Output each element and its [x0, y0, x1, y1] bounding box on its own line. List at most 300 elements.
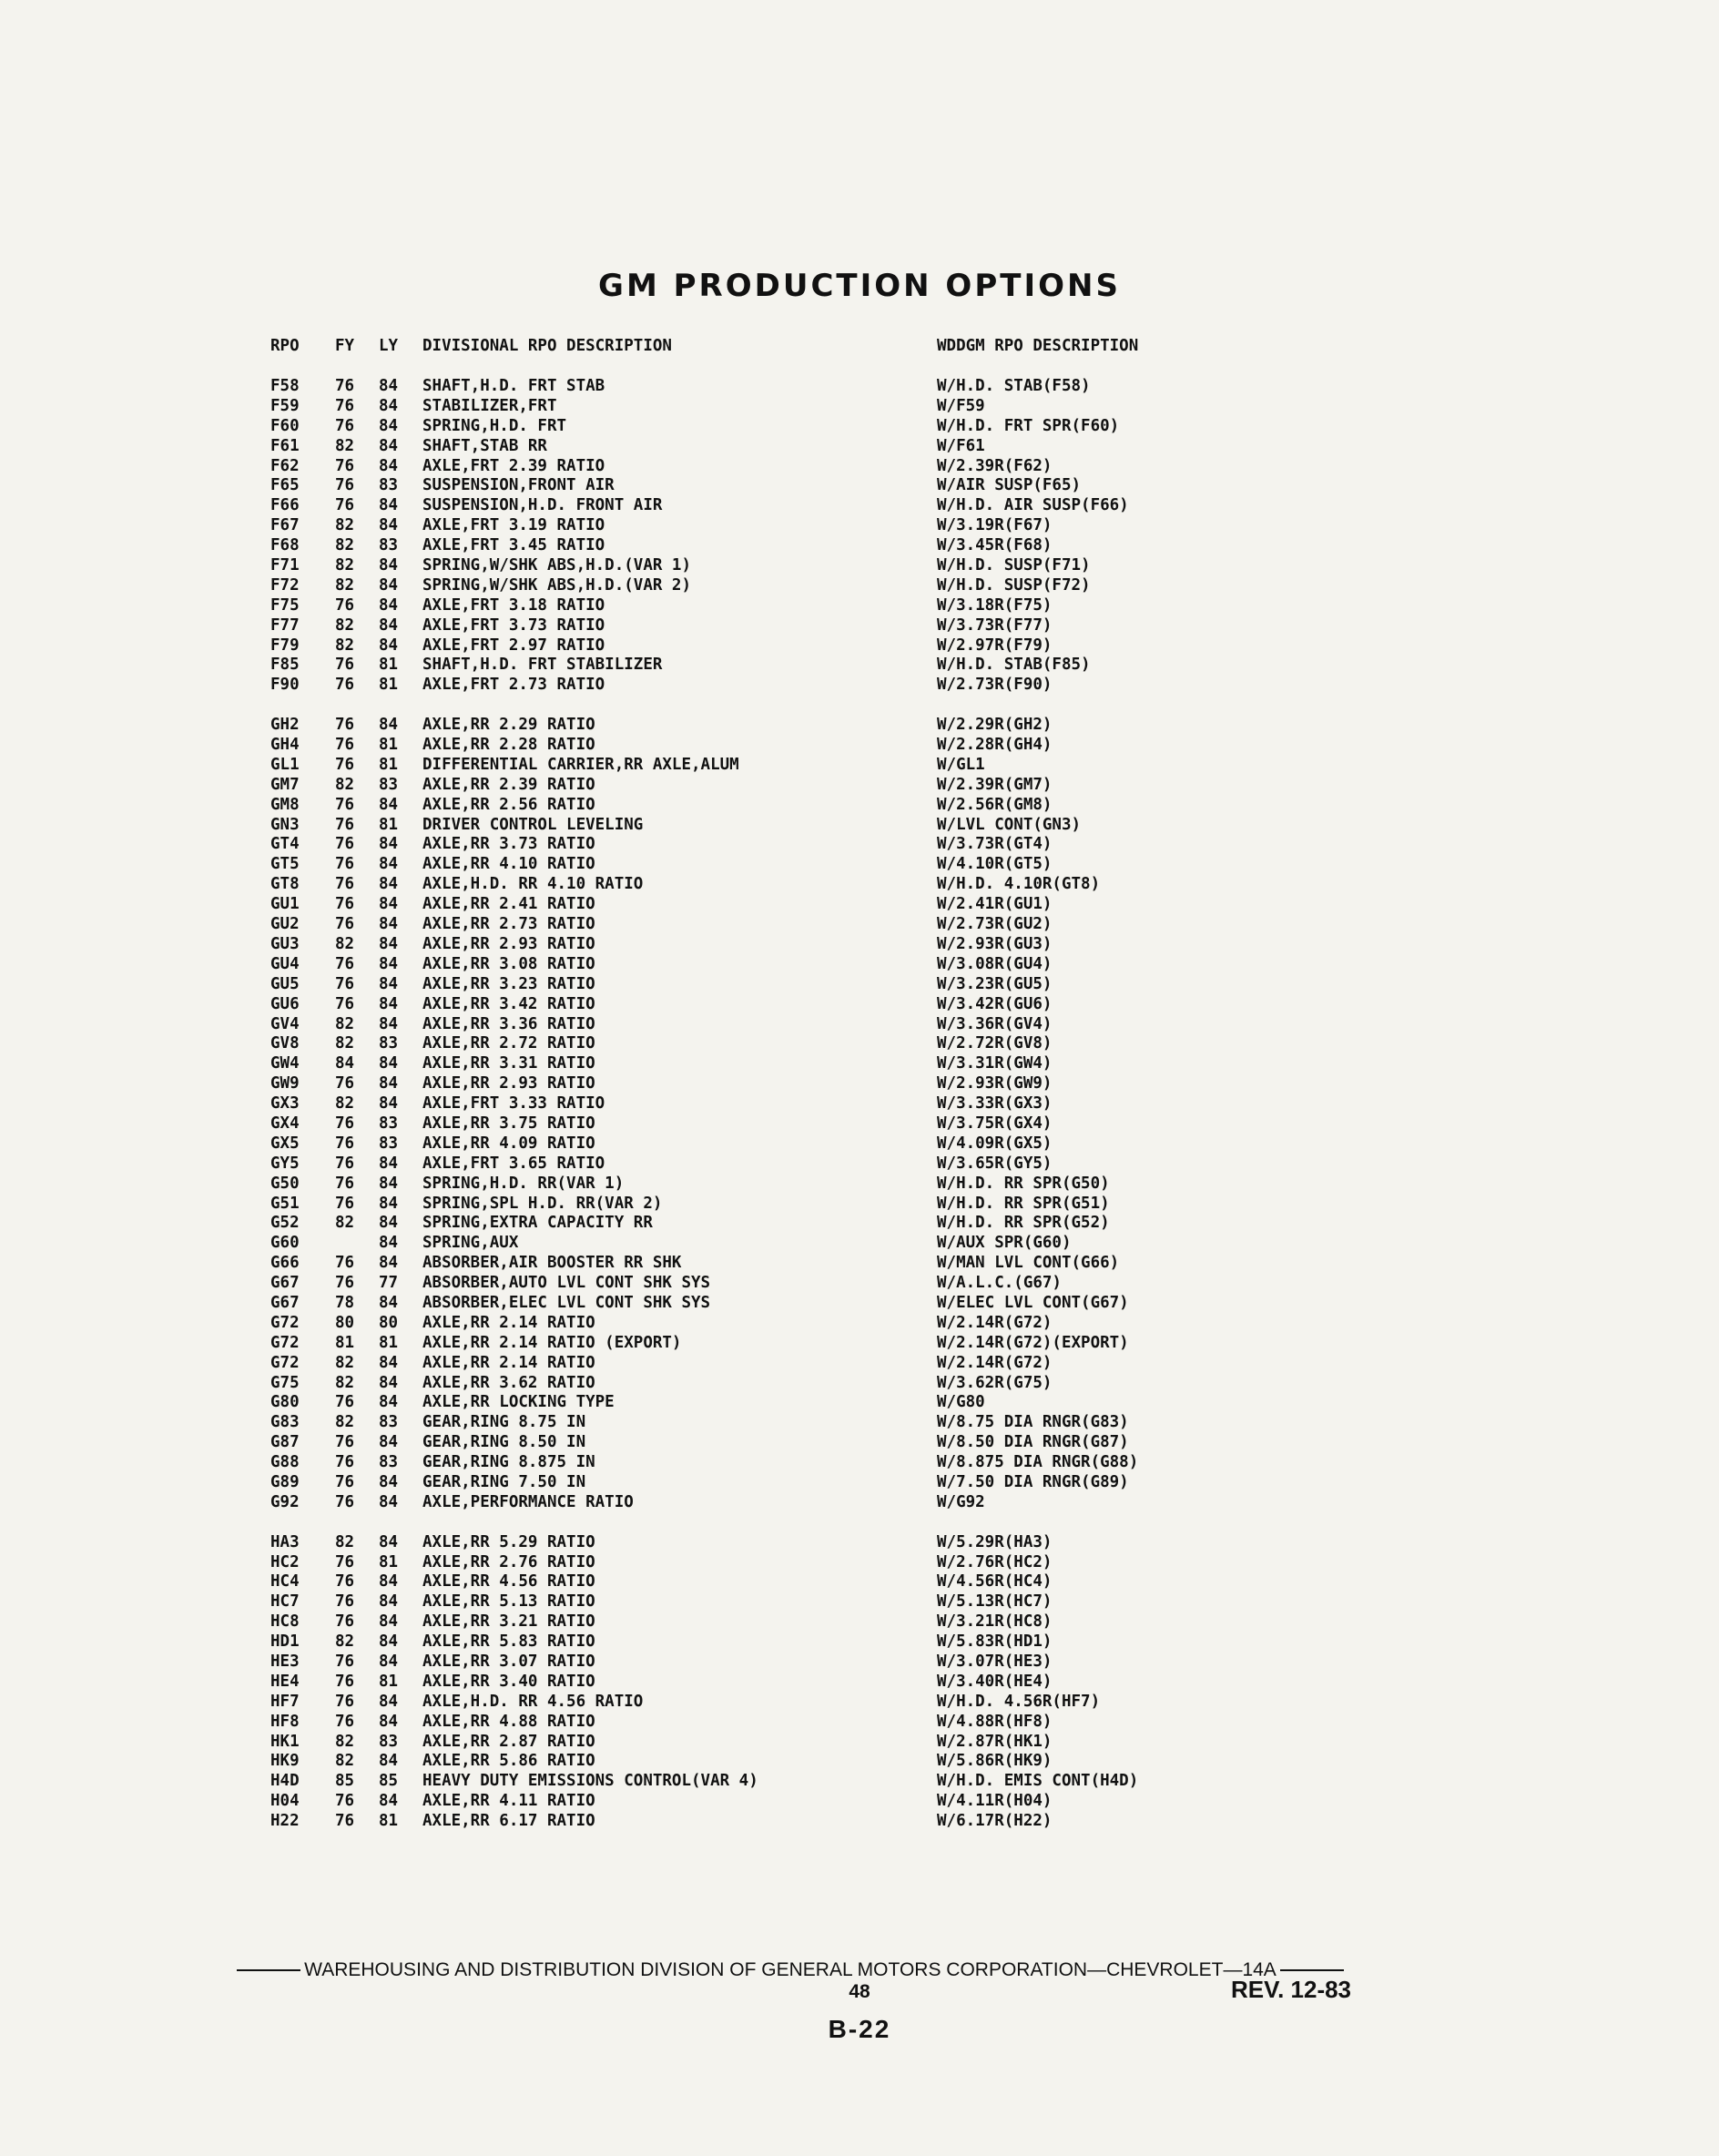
fy-cell: 82 [335, 775, 355, 794]
fy-cell: 76 [335, 954, 355, 973]
ly-cell: 84 [379, 615, 399, 635]
ly-cell: 84 [379, 396, 399, 415]
fy-cell: 76 [335, 974, 355, 993]
fy-cell: 76 [335, 895, 355, 914]
ly-cell: 84 [379, 1074, 399, 1093]
table-row [0, 1134, 1719, 1154]
rpo-cell: F85 [270, 656, 300, 675]
table-row [0, 1294, 1719, 1314]
fy-cell: 82 [335, 1413, 355, 1432]
fy-cell: 82 [335, 636, 355, 655]
wddgm-description-cell: W/4.09R(GX5) [937, 1134, 1053, 1153]
wddgm-description-cell: W/H.D. EMIS CONT(H4D) [937, 1772, 1139, 1791]
ly-cell: 84 [379, 1792, 399, 1811]
rpo-cell: F62 [270, 456, 300, 475]
rpo-cell: HA3 [270, 1532, 300, 1551]
wddgm-description-cell: W/8.875 DIA RNGR(G88) [937, 1453, 1139, 1472]
fy-cell: 76 [335, 656, 355, 675]
fy-cell: 76 [335, 1552, 355, 1571]
divisional-description-cell: AXLE,RR 2.73 RATIO [422, 915, 595, 934]
divisional-description-cell: SPRING,SPL H.D. RR(VAR 2) [422, 1194, 663, 1213]
sheet-number: B-22 [828, 2015, 891, 2043]
wddgm-description-cell: W/3.42R(GU6) [937, 994, 1053, 1013]
table-row [0, 1354, 1719, 1374]
divisional-description-cell: AXLE,RR 3.08 RATIO [422, 954, 595, 973]
table-row [0, 1274, 1719, 1294]
ly-cell: 84 [379, 994, 399, 1013]
divisional-description-cell: AXLE,RR 2.28 RATIO [422, 736, 595, 755]
ly-cell: 84 [379, 855, 399, 874]
divisional-description-cell: HEAVY DUTY EMISSIONS CONTROL(VAR 4) [422, 1772, 758, 1791]
option-group [0, 716, 1719, 1513]
wddgm-description-cell: W/2.14R(G72) [937, 1353, 1053, 1372]
wddgm-description-cell: W/2.39R(F62) [937, 456, 1053, 475]
divisional-description-cell: SHAFT,H.D. FRT STABILIZER [422, 656, 663, 675]
wddgm-description-cell: W/H.D. 4.56R(HF7) [937, 1692, 1101, 1711]
fy-cell: 76 [335, 736, 355, 755]
divisional-description-cell: ABSORBER,AIR BOOSTER RR SHK [422, 1254, 682, 1273]
fy-cell: 82 [335, 556, 355, 575]
fy-cell: 76 [335, 476, 355, 495]
table-row [0, 1074, 1719, 1094]
wddgm-description-cell: W/3.62R(G75) [937, 1373, 1053, 1392]
wddgm-description-cell: W/2.41R(GU1) [937, 895, 1053, 914]
rpo-cell: GU3 [270, 934, 300, 953]
fy-cell: 76 [335, 1792, 355, 1811]
rpo-cell: GV8 [270, 1034, 300, 1053]
wddgm-description-cell: W/3.40R(HE4) [937, 1672, 1053, 1691]
ly-cell: 84 [379, 875, 399, 894]
table-row [0, 1632, 1719, 1653]
fy-cell: 76 [335, 1453, 355, 1472]
fy-cell: 76 [335, 1074, 355, 1093]
divisional-description-cell: AXLE,RR 2.56 RATIO [422, 795, 595, 814]
fy-cell: 76 [335, 915, 355, 934]
divisional-description-cell: SHAFT,STAB RR [422, 436, 547, 455]
rpo-cell: GH4 [270, 736, 300, 755]
divisional-description-cell: AXLE,RR LOCKING TYPE [422, 1393, 615, 1412]
fy-cell: 76 [335, 1572, 355, 1592]
rpo-cell: GU1 [270, 895, 300, 914]
fy-cell: 76 [335, 1492, 355, 1511]
fy-cell: 76 [335, 875, 355, 894]
divisional-description-cell: AXLE,RR 3.31 RATIO [422, 1054, 595, 1073]
ly-cell: 84 [379, 1472, 399, 1491]
divisional-description-cell: GEAR,RING 8.875 IN [422, 1453, 595, 1472]
wddgm-description-cell: W/AUX SPR(G60) [937, 1234, 1072, 1253]
fy-cell: 82 [335, 516, 355, 535]
rpo-cell: G66 [270, 1254, 300, 1273]
rpo-cell: G72 [270, 1333, 300, 1352]
wddgm-description-cell: W/H.D. SUSP(F72) [937, 575, 1091, 595]
divisional-description-cell: SPRING,H.D. FRT [422, 416, 567, 435]
fy-cell: 81 [335, 1333, 355, 1352]
ly-cell: 84 [379, 1154, 399, 1173]
ly-cell: 83 [379, 476, 399, 495]
ly-cell: 83 [379, 1114, 399, 1133]
wddgm-description-cell: W/3.07R(HE3) [937, 1653, 1053, 1671]
ly-cell: 81 [379, 1333, 399, 1352]
divisional-description-cell: AXLE,RR 2.87 RATIO [422, 1732, 595, 1751]
wddgm-description-cell: W/2.87R(HK1) [937, 1732, 1053, 1751]
ly-cell: 84 [379, 1393, 399, 1412]
wddgm-description-cell: W/A.L.C.(G67) [937, 1274, 1062, 1293]
fy-cell: 76 [335, 815, 355, 834]
table-row [0, 576, 1719, 596]
ly-cell: 84 [379, 575, 399, 595]
ly-cell: 84 [379, 1254, 399, 1273]
rpo-cell: HK1 [270, 1732, 300, 1751]
fy-cell: 76 [335, 676, 355, 695]
table-row [0, 516, 1719, 536]
ly-cell: 84 [379, 1194, 399, 1213]
rpo-cell: GY5 [270, 1154, 300, 1173]
table-row [0, 1214, 1719, 1234]
wddgm-description-cell: W/3.21R(HC8) [937, 1612, 1053, 1632]
divisional-description-cell: AXLE,RR 2.14 RATIO (EXPORT) [422, 1333, 682, 1352]
divisional-description-cell: AXLE,RR 5.86 RATIO [422, 1752, 595, 1771]
table-row [0, 1733, 1719, 1753]
divisional-description-cell: AXLE,RR 2.29 RATIO [422, 716, 595, 735]
rpo-cell: GM8 [270, 795, 300, 814]
table-row [0, 776, 1719, 796]
ly-cell: 81 [379, 1672, 399, 1691]
divisional-description-cell: AXLE,PERFORMANCE RATIO [422, 1492, 634, 1511]
table-row [0, 1154, 1719, 1175]
divisional-description-cell: AXLE,FRT 2.39 RATIO [422, 456, 605, 475]
fy-cell: 82 [335, 934, 355, 953]
table-row [0, 1693, 1719, 1713]
divisional-description-cell: AXLE,RR 4.10 RATIO [422, 855, 595, 874]
fy-cell: 76 [335, 1433, 355, 1452]
fy-cell: 76 [335, 855, 355, 874]
fy-cell: 76 [335, 396, 355, 415]
ly-cell: 84 [379, 954, 399, 973]
divisional-description-cell: SPRING,W/SHK ABS,H.D.(VAR 1) [422, 556, 692, 575]
ly-cell: 84 [379, 1592, 399, 1612]
rpo-cell: H4D [270, 1772, 300, 1791]
divisional-description-cell: AXLE,RR 3.07 RATIO [422, 1653, 595, 1671]
revision-label: REV. 12-83 [1231, 1976, 1352, 2003]
rpo-cell: GX5 [270, 1134, 300, 1153]
table-row [0, 417, 1719, 437]
rpo-cell: F60 [270, 416, 300, 435]
table-row [0, 1015, 1719, 1035]
ly-cell: 83 [379, 1034, 399, 1053]
ly-cell: 84 [379, 377, 399, 395]
table-row [0, 476, 1719, 496]
rpo-cell: GW4 [270, 1054, 300, 1073]
rpo-cell: G67 [270, 1274, 300, 1293]
ly-cell: 84 [379, 716, 399, 735]
ly-cell: 84 [379, 1094, 399, 1114]
rpo-cell: G89 [270, 1472, 300, 1491]
fy-cell: 82 [335, 436, 355, 455]
rpo-cell: F75 [270, 595, 300, 615]
table-row [0, 1054, 1719, 1074]
ly-cell: 83 [379, 1413, 399, 1432]
rpo-cell: GW9 [270, 1074, 300, 1093]
table-row [0, 1592, 1719, 1612]
ly-cell: 84 [379, 934, 399, 953]
ly-cell: 84 [379, 636, 399, 655]
fy-cell: 76 [335, 1134, 355, 1153]
wddgm-description-cell: W/H.D. AIR SUSP(F66) [937, 496, 1129, 515]
wddgm-description-cell: W/3.31R(GW4) [937, 1054, 1053, 1073]
divisional-description-cell: AXLE,RR 3.73 RATIO [422, 835, 595, 854]
ly-cell: 84 [379, 595, 399, 615]
divisional-description-cell: AXLE,RR 5.13 RATIO [422, 1592, 595, 1612]
divisional-description-cell: AXLE,RR 4.88 RATIO [422, 1712, 595, 1731]
wddgm-description-cell: W/H.D. FRT SPR(F60) [937, 416, 1120, 435]
divisional-description-cell: AXLE,H.D. RR 4.10 RATIO [422, 875, 644, 894]
fy-cell: 82 [335, 1094, 355, 1114]
divisional-description-cell: AXLE,RR 3.62 RATIO [422, 1373, 595, 1392]
divisional-description-cell: AXLE,RR 3.36 RATIO [422, 1014, 595, 1033]
wddgm-description-cell: W/H.D. STAB(F58) [937, 377, 1091, 395]
table-row [0, 736, 1719, 756]
wddgm-description-cell: W/2.73R(F90) [937, 676, 1053, 695]
wddgm-description-cell: W/H.D. RR SPR(G51) [937, 1194, 1110, 1213]
divisional-description-cell: AXLE,RR 6.17 RATIO [422, 1812, 595, 1831]
ly-cell: 84 [379, 1373, 399, 1392]
divisional-description-cell: AXLE,FRT 3.65 RATIO [422, 1154, 605, 1173]
wddgm-description-cell: W/G92 [937, 1492, 985, 1511]
wddgm-description-cell: W/4.11R(H04) [937, 1792, 1053, 1811]
table-row [0, 1533, 1719, 1553]
fy-cell: 82 [335, 1034, 355, 1053]
divisional-description-cell: AXLE,RR 2.41 RATIO [422, 895, 595, 914]
rpo-cell: HC2 [270, 1552, 300, 1571]
wddgm-description-cell: W/2.93R(GU3) [937, 934, 1053, 953]
rpo-cell: HF7 [270, 1692, 300, 1711]
option-group [0, 377, 1719, 696]
rpo-cell: HE4 [270, 1672, 300, 1691]
rpo-cell: HC7 [270, 1592, 300, 1612]
ly-cell: 84 [379, 1632, 399, 1652]
fy-cell: 82 [335, 1732, 355, 1751]
rpo-cell: G80 [270, 1393, 300, 1412]
fy-cell: 76 [335, 716, 355, 735]
table-row [0, 915, 1719, 935]
divisional-description-cell: AXLE,RR 2.72 RATIO [422, 1034, 595, 1053]
divisional-description-cell: AXLE,RR 2.93 RATIO [422, 1074, 595, 1093]
footer-rule-right [1280, 1969, 1344, 1971]
wddgm-description-cell: W/ELEC LVL CONT(G67) [937, 1293, 1129, 1312]
wddgm-description-cell: W/2.56R(GM8) [937, 795, 1053, 814]
table-row [0, 1114, 1719, 1134]
wddgm-description-cell: W/3.23R(GU5) [937, 974, 1053, 993]
divisional-description-cell: AXLE,RR 3.75 RATIO [422, 1114, 595, 1133]
ly-cell: 84 [379, 795, 399, 814]
fy-cell: 82 [335, 1373, 355, 1392]
divisional-description-cell: AXLE,FRT 3.18 RATIO [422, 595, 605, 615]
ly-cell: 83 [379, 1732, 399, 1751]
wddgm-description-cell: W/4.10R(GT5) [937, 855, 1053, 874]
fy-cell: 76 [335, 1592, 355, 1612]
wddgm-description-cell: W/AIR SUSP(F65) [937, 476, 1082, 495]
fy-cell: 76 [335, 1672, 355, 1691]
table-row [0, 496, 1719, 516]
fy-cell: 80 [335, 1313, 355, 1332]
wddgm-description-cell: W/5.86R(HK9) [937, 1752, 1053, 1771]
footer-division-line [208, 1959, 1373, 1981]
footer-division-text: WAREHOUSING AND DISTRIBUTION DIVISION OF GENERAL MOTORS CORPORATION—CHEVROLET—14A [304, 1959, 1277, 1980]
ly-cell: 80 [379, 1313, 399, 1332]
fy-cell: 82 [335, 1014, 355, 1033]
rpo-cell: H22 [270, 1812, 300, 1831]
table-row [0, 1473, 1719, 1493]
fy-cell: 76 [335, 496, 355, 515]
fy-cell: 82 [335, 1353, 355, 1372]
table-row [0, 816, 1719, 836]
ly-cell: 84 [379, 1532, 399, 1551]
wddgm-description-cell: W/2.29R(GH2) [937, 716, 1053, 735]
rpo-cell: F72 [270, 575, 300, 595]
fy-cell: 78 [335, 1293, 355, 1312]
rpo-cell: G87 [270, 1433, 300, 1452]
ly-cell: 81 [379, 1812, 399, 1831]
wddgm-description-cell: W/4.56R(HC4) [937, 1572, 1053, 1592]
footer-rule-left [237, 1969, 300, 1971]
fy-cell: 76 [335, 1154, 355, 1173]
table-row [0, 935, 1719, 955]
fy-cell: 76 [335, 1274, 355, 1293]
divisional-description-cell: GEAR,RING 8.75 IN [422, 1413, 586, 1432]
ly-cell: 84 [379, 1174, 399, 1193]
divisional-description-cell: AXLE,FRT 3.33 RATIO [422, 1094, 605, 1114]
rpo-cell: F67 [270, 516, 300, 535]
divisional-description-cell: AXLE,FRT 3.45 RATIO [422, 536, 605, 555]
divisional-description-cell: SPRING,H.D. RR(VAR 1) [422, 1174, 625, 1193]
wddgm-description-cell: W/2.72R(GV8) [937, 1034, 1053, 1053]
divisional-description-cell: AXLE,RR 5.83 RATIO [422, 1632, 595, 1652]
divisional-description-cell: AXLE,RR 3.23 RATIO [422, 974, 595, 993]
ly-cell: 84 [379, 1653, 399, 1671]
ly-cell: 85 [379, 1772, 399, 1791]
ly-cell: 84 [379, 1214, 399, 1233]
wddgm-description-cell: W/3.73R(F77) [937, 615, 1053, 635]
divisional-description-cell: AXLE,FRT 3.73 RATIO [422, 615, 605, 635]
divisional-description-cell: DIFFERENTIAL CARRIER,RR AXLE,ALUM [422, 755, 739, 774]
rpo-cell: GU2 [270, 915, 300, 934]
table-row [0, 1374, 1719, 1394]
divisional-description-cell: AXLE,RR 3.42 RATIO [422, 994, 595, 1013]
wddgm-description-cell: W/7.50 DIA RNGR(G89) [937, 1472, 1129, 1491]
wddgm-description-cell: W/2.14R(G72)(EXPORT) [937, 1333, 1129, 1352]
rpo-cell: GX3 [270, 1094, 300, 1114]
fy-cell: 82 [335, 1532, 355, 1551]
rpo-cell: F90 [270, 676, 300, 695]
option-group [0, 1533, 1719, 1832]
ly-cell: 84 [379, 1572, 399, 1592]
fy-cell: 84 [335, 1054, 355, 1073]
divisional-description-cell: GEAR,RING 8.50 IN [422, 1433, 586, 1452]
wddgm-description-cell: W/2.76R(HC2) [937, 1552, 1053, 1571]
rpo-cell: GN3 [270, 815, 300, 834]
ly-cell: 81 [379, 656, 399, 675]
table-row [0, 835, 1719, 855]
ly-cell: 84 [379, 516, 399, 535]
rpo-cell: G50 [270, 1174, 300, 1193]
table-row [0, 1175, 1719, 1195]
table-row [0, 756, 1719, 776]
wddgm-description-cell: W/GL1 [937, 755, 985, 774]
rpo-cell: GT8 [270, 875, 300, 894]
table-row [0, 1553, 1719, 1573]
divisional-description-cell: AXLE,RR 4.11 RATIO [422, 1792, 595, 1811]
fy-cell: 76 [335, 416, 355, 435]
rpo-cell: HC4 [270, 1572, 300, 1592]
rpo-cell: GU5 [270, 974, 300, 993]
table-row [0, 1653, 1719, 1673]
rpo-cell: GV4 [270, 1014, 300, 1033]
table-row [0, 616, 1719, 636]
fy-cell: 76 [335, 835, 355, 854]
ly-cell: 83 [379, 1453, 399, 1472]
table-row [0, 457, 1719, 477]
ly-cell: 83 [379, 536, 399, 555]
table-row [0, 556, 1719, 576]
ly-cell: 84 [379, 974, 399, 993]
ly-cell: 81 [379, 676, 399, 695]
divisional-description-cell: ABSORBER,ELEC LVL CONT SHK SYS [422, 1293, 711, 1312]
table-row [0, 1433, 1719, 1453]
divisional-description-cell: AXLE,H.D. RR 4.56 RATIO [422, 1692, 644, 1711]
table-row [0, 596, 1719, 616]
divisional-description-cell: AXLE,RR 2.14 RATIO [422, 1353, 595, 1372]
fy-cell: 76 [335, 1472, 355, 1491]
table-row [0, 855, 1719, 875]
rpo-cell: F79 [270, 636, 300, 655]
rpo-cell: F66 [270, 496, 300, 515]
table-row [0, 975, 1719, 995]
wddgm-description-cell: W/H.D. SUSP(F71) [937, 556, 1091, 575]
table-row [0, 1094, 1719, 1114]
fy-cell: 76 [335, 1174, 355, 1193]
rpo-cell: GU4 [270, 954, 300, 973]
divisional-description-cell: AXLE,RR 3.21 RATIO [422, 1612, 595, 1632]
wddgm-description-cell: W/3.08R(GU4) [937, 954, 1053, 973]
table-row [0, 1493, 1719, 1513]
wddgm-description-cell: W/2.93R(GW9) [937, 1074, 1053, 1093]
divisional-description-cell: AXLE,RR 2.76 RATIO [422, 1552, 595, 1571]
ly-cell: 84 [379, 416, 399, 435]
table-row [0, 1453, 1719, 1473]
table-row [0, 1334, 1719, 1354]
rpo-cell: GH2 [270, 716, 300, 735]
rpo-cell: H04 [270, 1792, 300, 1811]
table-row [0, 1713, 1719, 1733]
wddgm-description-cell: W/6.17R(H22) [937, 1812, 1053, 1831]
ly-cell: 84 [379, 1353, 399, 1372]
divisional-description-cell: AXLE,RR 4.09 RATIO [422, 1134, 595, 1153]
wddgm-description-cell: W/3.75R(GX4) [937, 1114, 1053, 1133]
table-row [0, 636, 1719, 656]
fy-cell: 76 [335, 1393, 355, 1412]
wddgm-description-cell: W/3.36R(GV4) [937, 1014, 1053, 1033]
rpo-cell: F59 [270, 396, 300, 415]
ly-cell: 84 [379, 1492, 399, 1511]
table-row [0, 397, 1719, 417]
wddgm-description-cell: W/H.D. 4.10R(GT8) [937, 875, 1101, 894]
fy-cell: 76 [335, 1194, 355, 1213]
wddgm-description-cell: W/8.50 DIA RNGR(G87) [937, 1433, 1129, 1452]
header-divisional-description: DIVISIONAL RPO DESCRIPTION [422, 337, 672, 355]
wddgm-description-cell: W/3.19R(F67) [937, 516, 1053, 535]
table-row [0, 1772, 1719, 1792]
wddgm-description-cell: W/3.73R(GT4) [937, 835, 1053, 854]
